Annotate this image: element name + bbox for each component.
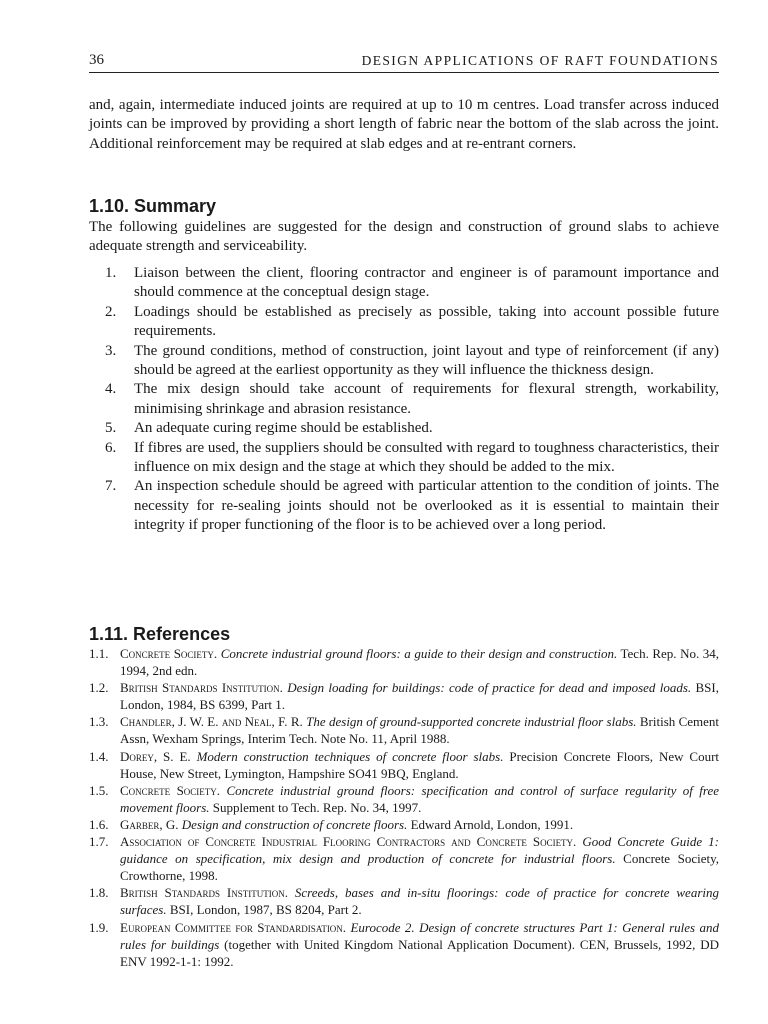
item-number: 2. [105,303,117,320]
reference-title: Modern construction techniques of concrete floor slabs. [196,748,504,764]
references-heading: 1.11. References [89,624,231,644]
reference-item [89,645,719,679]
item-number: 4. [105,381,117,398]
reference-title: Design loading for buildings: code of practice for dead and imposed loads. [287,680,692,696]
item-number: 7. [105,478,117,495]
item-text: The mix design should take account of requirements for flexural strength, workability, minimising shrinkage and abrasion resistance. [134,381,719,417]
reference-number: 1.3. [89,714,109,730]
reference-title: Screeds, bases and in-situ floorings: code of practice for concrete wearing surfaces. [120,885,719,918]
reference-author: British Standards Institution. [120,680,283,696]
reference-number: 1.7. [89,834,109,850]
item-text: The ground conditions, method of construction, joint layout and type of reinforcement (if any) should be agreed at the earliest opportunity as they will influence the thickness design. [134,342,719,379]
reference-author: Concrete Society. [120,646,218,661]
item-number: 1. [105,265,117,281]
list-item [89,342,719,381]
running-title: DESIGN APPLICATIONS OF RAFT FOUNDATIONS [361,53,719,68]
reference-title: Good Concrete Guide 1: guidance on specification, mix design and production of concrete for industrial floors. [120,834,719,867]
reference-item [89,713,719,747]
reference-details: Concrete Society, Crowthorne, 1998. [120,851,720,884]
reference-author: British Standards Institution. [120,885,288,901]
reference-details: Tech. Rep. No. 34, 1994, 2nd edn. [120,646,719,679]
intro-paragraph: and, again, intermediate induced joints are required at up to 10 m centres. Load transfer across induced joints can be improved by providing a short length of fabric near the bottom of the slab across the joint. Additional reinforcement may be required at slab edges and at re-entrant corners. [89,97,719,152]
item-number: 3. [105,342,117,359]
reference-author: Concrete Society. [120,782,221,798]
reference-number: 1.5. [89,782,109,798]
reference-item [89,884,719,918]
reference-number: 1.9. [89,919,109,935]
item-number: 6. [105,439,117,456]
reference-details: Supplement to Tech. Rep. No. 34, 1997. [212,799,422,815]
summary-heading: 1.10. Summary [89,196,217,216]
item-text: Liaison between the client, flooring contractor and engineer is of paramount importance and should commence at the conceptual design stage. [134,265,719,301]
reference-title: The design of ground-supported concrete industrial floor slabs. [306,714,637,730]
reference-details: BSI, London, 1984, BS 6399, Part 1. [120,680,719,713]
reference-author: Chandler, J. W. E. and Neal, F. R. [120,714,303,730]
reference-title: Eurocode 2. Design of concrete structures Part 1: General rules and rules for buildings [120,919,720,952]
reference-details: BSI, London, 1987, BS 8204, Part 2. [169,902,362,918]
item-text: If fibres are used, the suppliers should be consulted with regard to toughness characteristics, their influence on mix design and the stage at which they should be added to the mix. [134,439,719,476]
reference-item [89,679,719,713]
reference-details: Precision Concrete Floors, New Court House, New Street, Lymington, Hampshire SO41 9BQ, England. [120,748,720,781]
reference-number: 1.8. [89,885,109,901]
reference-number: 1.1. [89,646,109,661]
list-item [89,439,719,478]
reference-title: Concrete industrial ground floors: a guide to their design and construction. [220,646,618,661]
reference-author: Association of Concrete Industrial Flooring Contractors and Concrete Society. [120,834,577,850]
list-item [89,380,719,419]
reference-item [89,816,719,833]
list-item [89,303,719,342]
item-text: Loadings should be established as precisely as possible, taking into account possible future requirements. [134,303,719,340]
reference-title: Concrete industrial ground floors: specification and control of surface regularity of free movement floors. [120,782,720,815]
list-item [89,419,719,438]
list-item [89,477,719,535]
reference-details: Edward Arnold, London, 1991. [410,816,574,832]
item-text: An inspection schedule should be agreed with particular attention to the condition of joints. The necessity for re-sealing joints should not be overlooked as it is essential to maintain their integrity if proper functioning of the floor is to be achieved over a long period. [134,478,719,534]
item-text: An adequate curing regime should be established. [134,420,433,437]
page-number: 36 [89,52,104,68]
guidelines-list [89,264,719,536]
list-item [89,264,719,303]
reference-item [89,833,719,884]
item-number: 5. [105,420,117,437]
reference-details: British Cement Assn, Wexham Springs, Interim Tech. Note No. 11, April 1988. [120,714,720,747]
references-list [89,645,719,970]
reference-item [89,919,719,970]
reference-number: 1.4. [89,748,109,764]
reference-author: Dorey, S. E. [120,748,191,764]
reference-item [89,782,719,816]
reference-title: Design and construction of concrete floors. [181,816,408,832]
reference-author: European Committee for Standardisation. [120,919,347,935]
reference-item [89,748,719,782]
reference-number: 1.6. [89,816,109,832]
reference-number: 1.2. [89,680,109,696]
summary-intro: The following guidelines are suggested for the design and construction of ground slabs to achieve adequate strength and serviceability. [89,219,719,255]
running-header [89,50,719,73]
reference-details: (together with United Kingdom National Application Document). CEN, Brussels, 1992, DD ENV 1992-1-1: 1992. [120,936,720,969]
reference-author: Garber, G. [120,816,179,832]
